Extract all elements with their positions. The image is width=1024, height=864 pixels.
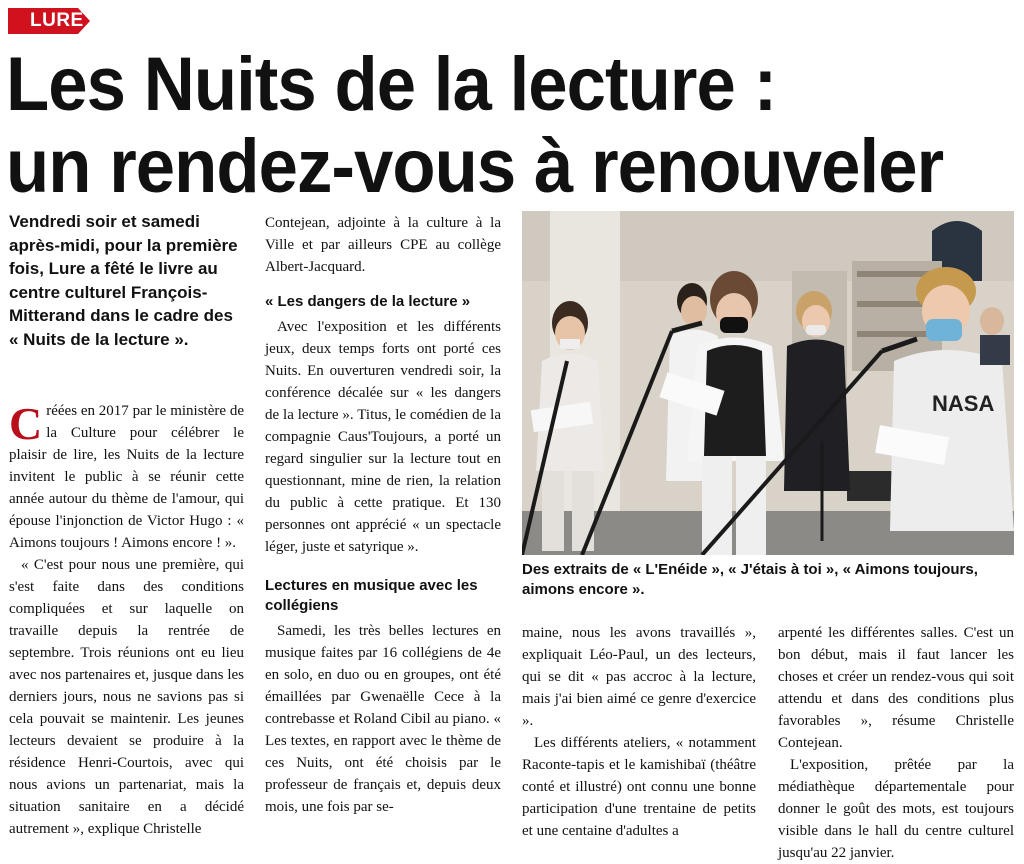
column-1 bbox=[9, 400, 244, 840]
section-label: LURE bbox=[30, 10, 84, 31]
paragraph bbox=[9, 400, 244, 554]
headline-line-1: Les Nuits de la lecture : bbox=[6, 42, 777, 127]
photo-caption: Des extraits de « L'Enéide », « J'étais à toi », « Aimons toujours, aimons encore ». bbox=[522, 561, 978, 598]
paragraph-text: réées en 2017 par le ministère de la Culture pour célébrer le plaisir de lire, les Nuits de la lecture invitent le public à se réunir cette année autour du thème de l'amour, qui épouse l'injonction de Victor Hugo : « Aimons toujours ! Aimons encore ! ». bbox=[9, 403, 244, 551]
paragraph: Contejean, adjointe à la culture à la Ville et par ailleurs CPE au collège Albert-Jacquard. bbox=[265, 215, 501, 275]
lede: Vendredi soir et samedi après-midi, pour la première fois, Lure a fêté le livre au centre culturel François-Mitterand dans le cadre des « Nuits de la lecture ». bbox=[9, 212, 238, 349]
paragraph: « C'est pour nous une première, qui s'est faite dans des conditions compliquées et sur laquelle on travaille depuis la rentrée de septembre. Trois réunions ont eu lieu avec nos partenaires et, jusque dans les derniers jours, nous ne savions pas si cela pouvait se maintenir. Les jeunes lecteurs devaient se produire à la résidence Henri-Courtois, avec qui nous avions un partenariat, mais la situation sanitaire en a décidé autrement », explique Christelle bbox=[9, 557, 244, 837]
paragraph: L'exposition, prêtée par la médiathèque départementale pour donner le goût des mots, est toujours visible dans le hall du centre culturel jusqu'au 22 janvier. bbox=[778, 757, 1014, 861]
paragraph: arpenté les différentes salles. C'est un bon début, mais il faut lancer les choses et créer un rendez-vous qui soit attendu et dans des conditions plus favorables », résume Christelle Contejean. bbox=[778, 625, 1014, 751]
paragraph: Samedi, les très belles lectures en musique faites par 16 collégiens de 4e en solo, en duo ou en groupes, ont été émaillées par Gwenaëlle Cece à la contrebasse et Roland Cibil au piano. « Les textes, en rapport avec le thème de ces Nuits, ont été choisis par le professeur de français et, depuis deux mois, une fois par se- bbox=[265, 623, 501, 815]
column-2 bbox=[265, 212, 501, 818]
paragraph: Avec l'exposition et les différents jeux, deux temps forts ont porté ces Nuits. En ouverturen vendredi soir, la conférence décalée sur « les dangers de la lecture ». Titus, le comédien de la compagnie Caus'Toujours, a porté un regard singulier sur la lecture tout en questionnant, mine de rien, la relation du public à cette pratique. Et 130 personnes ont apprécié « un spectacle léger, juste et satyrique ». bbox=[265, 319, 501, 555]
paragraph: maine, nous les avons travaillés », expliquait Léo-Paul, un des lecteurs, qui se dit « pas accroc à la lecture, mais j'ai bien aimé ce genre d'exercice ». bbox=[522, 625, 756, 729]
section-tag bbox=[8, 8, 90, 34]
article-photo bbox=[522, 211, 1014, 555]
headline bbox=[6, 44, 945, 208]
subheading-dangers: « Les dangers de la lecture » bbox=[265, 293, 471, 310]
paragraph: Les différents ateliers, « notamment Raconte-tapis et le kamishibaï (théâtre conté et illustré) ont connu une bonne participation d'une trentaine de petits et une centaine d'adultes a bbox=[522, 735, 756, 839]
column-4 bbox=[778, 622, 1014, 864]
column-3 bbox=[522, 622, 756, 842]
drop-cap: C bbox=[9, 398, 43, 449]
headline-line-2: un rendez-vous à renouveler bbox=[6, 124, 944, 209]
photo-illustration bbox=[522, 211, 1014, 555]
subheading-music: Lectures en musique avec les collégiens bbox=[265, 577, 478, 614]
sweatshirt-text: NASA bbox=[932, 391, 995, 416]
